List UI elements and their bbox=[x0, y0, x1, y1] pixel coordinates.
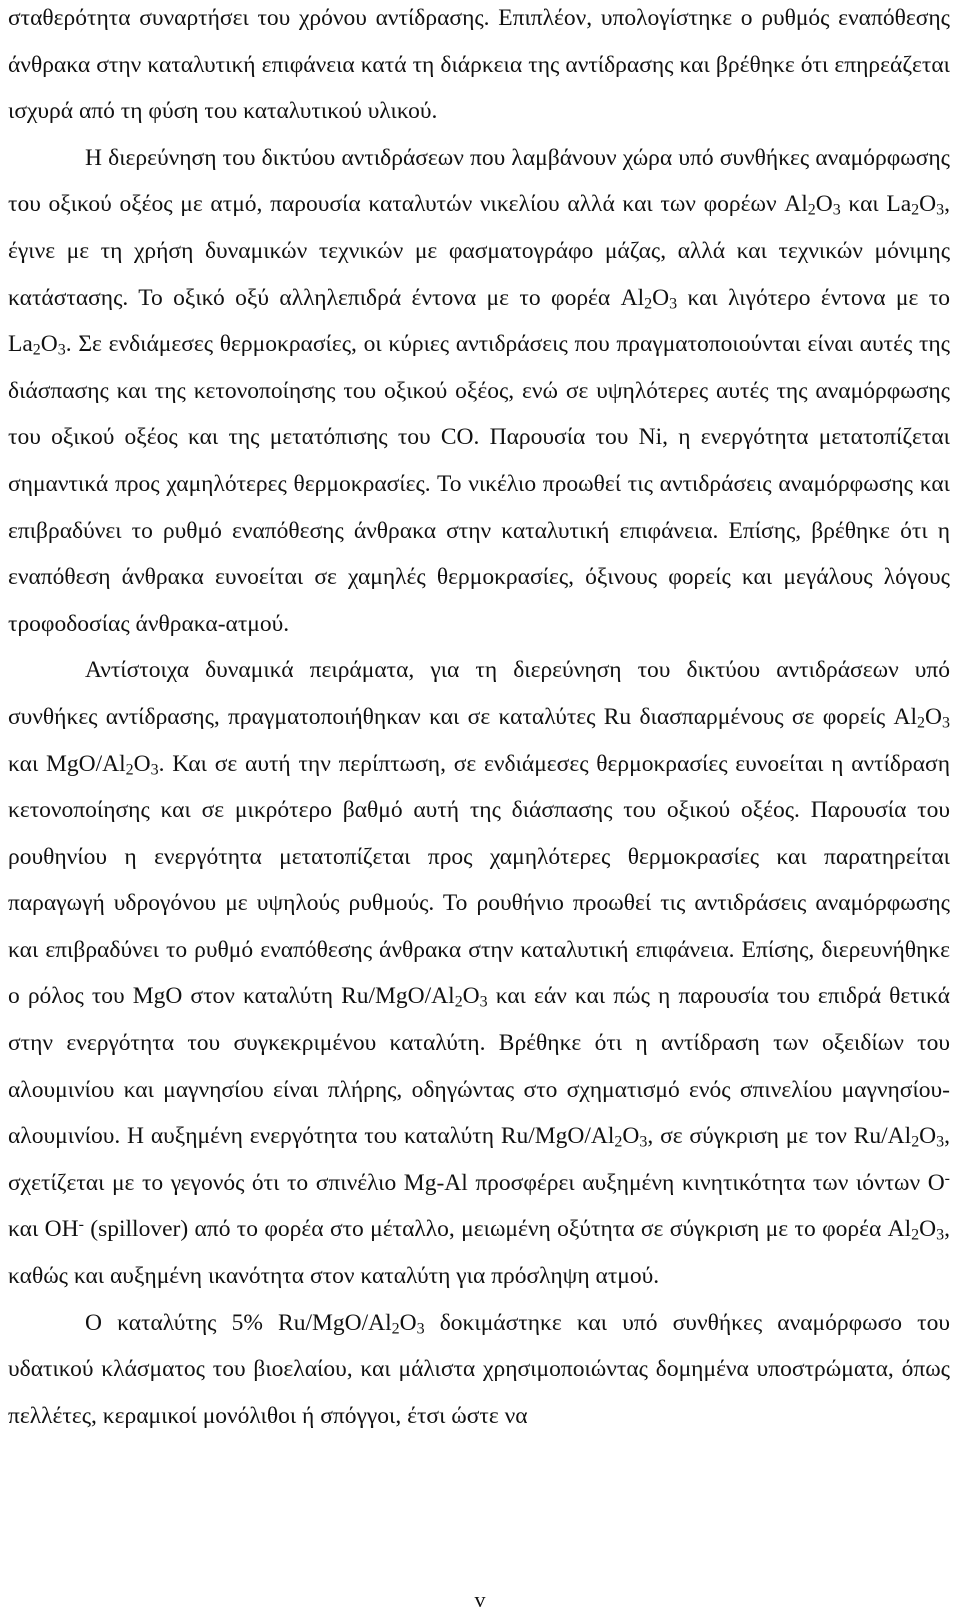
paragraph-ruthenium-catalysts: Αντίστοιχα δυναμικά πειράματα, για τη διερεύνηση του δικτύου αντιδράσεων υπό συνθήκες αντίδρασης, πραγματοποιήθηκαν και σε καταλύτες Ru διασπαρμένους σε φορείς $Al_2O_3$ και MgO/$Al_2O_3$. Και σε αυτή την περίπτωση, σε ενδιάμεσες θερμοκρασίες ευνοείται η αντίδραση κετονοποίησης και σε μικρότερο βαθμό αυτή της διάσπασης του οξικού οξέος. Παρουσία του ρουθηνίου η ενεργότητα μετατοπίζεται προς χαμηλότερες θερμοκρασίες και παρατηρείται παραγωγή υδρογόνου με υψηλούς ρυθμούς. Το ρουθήνιο προωθεί τις αντιδράσεις αναμόρφωσης και επιβραδύνει το ρυθμό εναπόθεσης άνθρακα στην καταλυτική επιφάνεια. Επίσης, διερευνήθηκε ο ρόλος του MgO στον καταλύτη $Ru/MgO/Al_2O_3$ και εάν και πώς η παρουσία του επιδρά θετικά στην ενεργότητα του συγκεκριμένου καταλύτη. Βρέθηκε ότι η αντίδραση των οξειδίων του αλουμινίου και μαγνησίου είναι πλήρης, οδηγώντας στο σχηματισμό ενός σπινελίου μαγνησίου-αλουμινίου. Η αυξημένη ενεργότητα του καταλύτη $Ru/MgO/Al_2O_3$, σε σύγκριση με τον $Ru/Al_2O_3$, σχετίζεται με το γεγονός ότι το σπινέλιο Mg-Al προσφέρει αυξημένη κινητικότητα των ιόντων O- και OH- (spillover) από το φορέα στο μέταλλο, μειωμένη οξύτητα σε σύγκριση με το φορέα $Al_2O_3$, καθώς και αυξημένη ικανότητα στον καταλύτη για πρόσληψη ατμού. bbox=[8, 657, 951, 1290]
paragraph-bio-oil-reforming: Ο καταλύτης 5% $Ru/MgO/Al_2O_3$ δοκιμάστηκε και υπό συνθήκες αναμόρφωσο του υδατικού κλάσματος του βιοελαίου, και μάλιστα χρησιμοποιώντας δομημένα υποστρώματα, όπως πελλέτες, κεραμικοί μονόλιθοι ή σπόγγοι, έτσι ώστε να bbox=[8, 1309, 950, 1429]
body-text bbox=[8, 0, 950, 1439]
paragraph-continuation: σταθερότητα συναρτήσει του χρόνου αντίδρασης. Επιπλέον, υπολογίστηκε ο ρυθμός εναπόθεσης άνθρακα στην καταλυτική επιφάνεια κατά τη διάρκεια της αντίδρασης και βρέθηκε ότι επηρεάζεται ισχυρά από τη φύση του καταλυτικού υλικού. bbox=[8, 5, 950, 125]
page-number: v bbox=[474, 1587, 486, 1612]
paragraph-nickel-catalysts: Η διερεύνηση του δικτύου αντιδράσεων που λαμβάνουν χώρα υπό συνθήκες αναμόρφωσης του οξικού οξέος με ατμό, παρουσία καταλυτών νικελίου αλλά και των φορέων $Al_2O_3$ και $La_2O_3$, έγινε με τη χρήση δυναμικών τεχνικών με φασματογράφο μάζας, αλλά και τεχνικών μόνιμης κατάστασης. Το οξικό οξύ αλληλεπιδρά έντονα με το φορέα $Al_2O_3$ και λιγότερο έντονα με το $La_2O_3$. Σε ενδιάμεσες θερμοκρασίες, οι κύριες αντιδράσεις που πραγματοποιούνται είναι αυτές της διάσπασης και της κετονοποίησης του οξικού οξέος, ενώ σε υψηλότερες αυτές της αναμόρφωσης του οξικού οξέος και της μετατόπισης του CO. Παρουσία του Ni, η ενεργότητα μετατοπίζεται σημαντικά προς χαμηλότερες θερμοκρασίες. Το νικέλιο προωθεί τις αντιδράσεις αναμόρφωσης και επιβραδύνει το ρυθμό εναπόθεσης άνθρακα στην καταλυτική επιφάνεια. Επίσης, βρέθηκε ότι η εναπόθεση άνθρακα ευνοείται σε χαμηλές θερμοκρασίες, όξινους φορείς και μεγάλους λόγους τροφοδοσίας άνθρακα-ατμού. bbox=[8, 144, 950, 637]
